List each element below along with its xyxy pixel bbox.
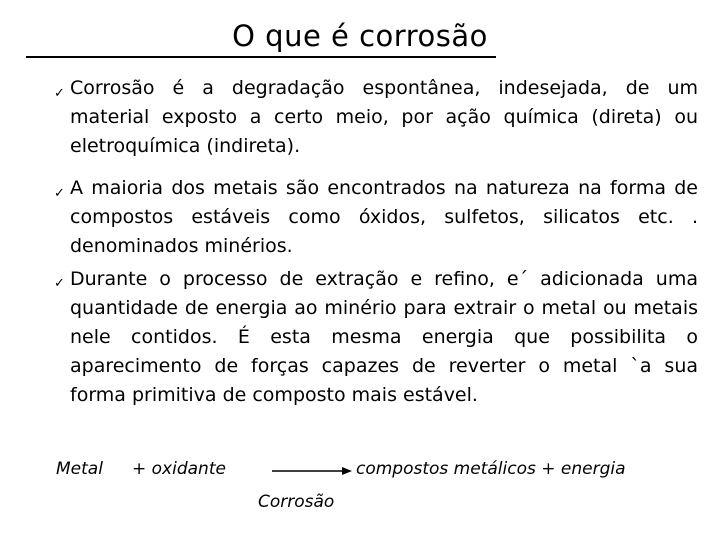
- equation-products: compostos metálicos + energia: [356, 459, 626, 479]
- bullet-paragraph-3: Durante o processo de extração e refino, e´ adicionada uma quantidade de energia ao minério para extrair o metal ou metais nele contidos. É esta mesma energia que possibilita o aparecimento de forças capazes de reverter o metal `a sua forma primitiva de composto mais estável.: [70, 268, 698, 406]
- checkmark-icon: ✓: [54, 186, 65, 201]
- bullet-paragraph-1: Corrosão é a degradação espontânea, indesejada, de um material exposto a certo meio, por ação química (direta) ou eletroquímica (indireta).: [70, 77, 698, 157]
- checkmark-icon: ✓: [54, 86, 65, 101]
- arrow-caption: Corrosão: [258, 492, 335, 512]
- reaction-arrow-icon: [272, 465, 352, 477]
- title-underline: [26, 56, 496, 58]
- slide-title: O que é corrosão: [232, 19, 488, 53]
- equation-reactant-metal: Metal: [56, 459, 103, 479]
- equation-reactant-oxidant: + oxidante: [132, 459, 226, 479]
- checkmark-icon: ✓: [54, 276, 65, 291]
- bullet-paragraph-2: A maioria dos metais são encontrados na natureza na forma de compostos estáveis como óxidos, sulfetos, silicatos etc. . denominados minérios.: [70, 177, 698, 257]
